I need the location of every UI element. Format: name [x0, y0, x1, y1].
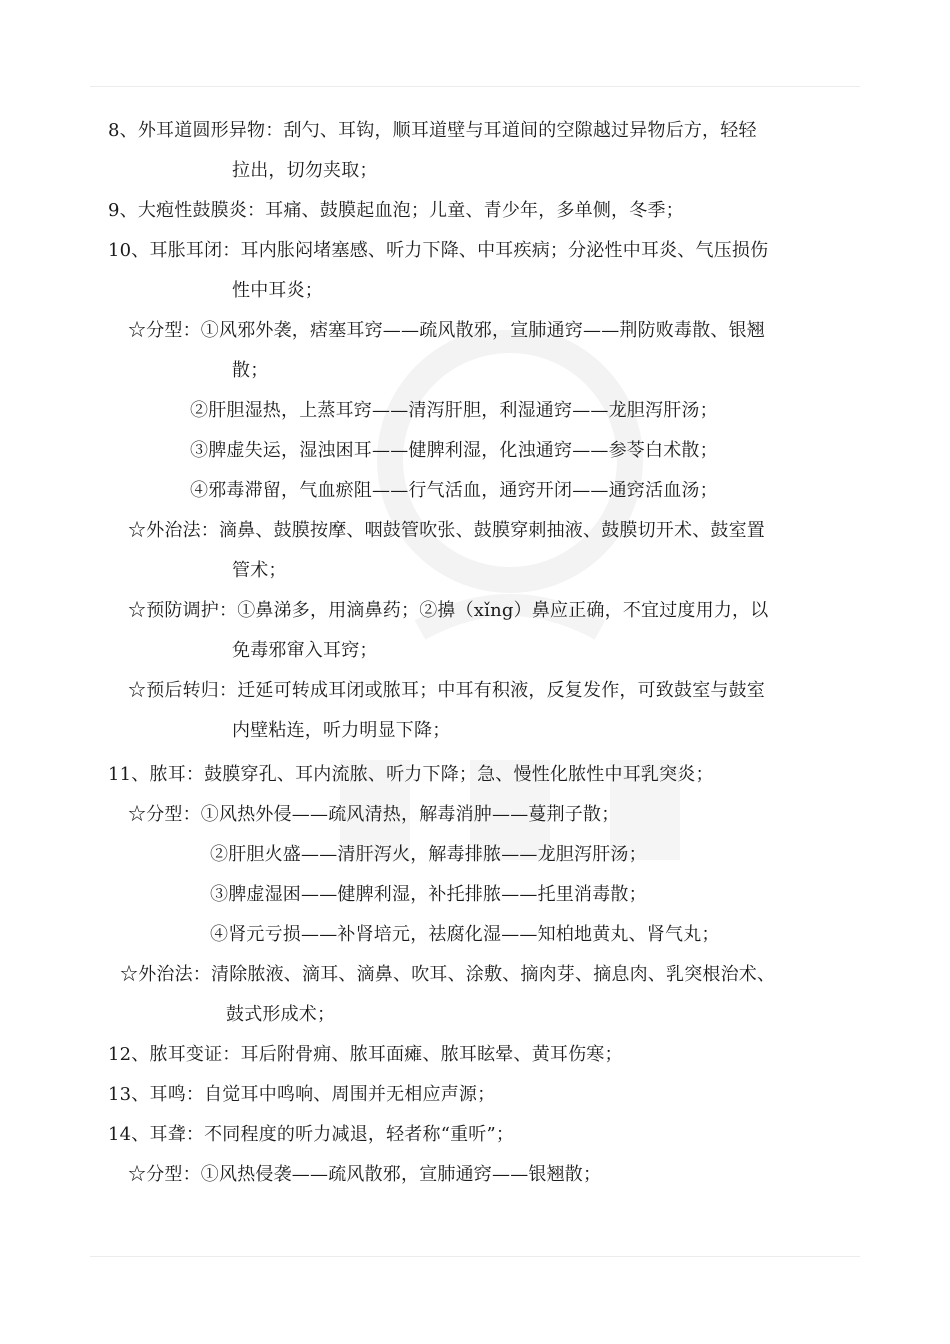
text-line: 管术；	[232, 560, 287, 581]
text-line: 免毒邪窜入耳窍；	[232, 640, 378, 661]
page-top-rule	[90, 86, 860, 87]
text-line: 14、耳聋：不同程度的听力减退，轻者称“重听”；	[108, 1124, 515, 1145]
text-line: 9、大疱性鼓膜炎：耳痛、鼓膜起血泡；儿童、青少年，多单侧，冬季；	[108, 200, 684, 221]
text-line: ③脾虚失运，湿浊困耳——健脾利湿，化浊通窍——参苓白术散；	[190, 440, 718, 461]
text-line: 13、耳鸣：自觉耳中鸣响、周围并无相应声源；	[108, 1084, 496, 1105]
text-line: ④邪毒滞留，气血瘀阻——行气活血，通窍开闭——通窍活血汤；	[190, 480, 718, 501]
text-line: ☆分型：①风热外侵——疏风清热，解毒消肿——蔓荆子散；	[128, 804, 620, 825]
text-line: 内壁粘连，听力明显下降；	[232, 720, 451, 741]
text-line: 8、外耳道圆形异物：刮勺、耳钩，顺耳道壁与耳道间的空隙越过异物后方，轻轻	[108, 120, 757, 141]
text-line: 鼓式形成术；	[226, 1004, 336, 1025]
text-line: ☆外治法：清除脓液、滴耳、滴鼻、吹耳、涂敷、摘肉芽、摘息肉、乳突根治术、	[120, 964, 776, 985]
text-line: ☆外治法：滴鼻、鼓膜按摩、咽鼓管吹张、鼓膜穿刺抽液、鼓膜切开术、鼓室置	[128, 520, 765, 541]
text-line: ☆分型：①风热侵袭——疏风散邪，宣肺通窍——银翘散；	[128, 1164, 602, 1185]
text-line: ☆预后转归：迁延可转成耳闭或脓耳；中耳有积液，反复发作，可致鼓室与鼓室	[128, 680, 765, 701]
text-line: 拉出，切勿夹取；	[232, 160, 378, 181]
text-line: ☆分型：①风邪外袭，痞塞耳窍——疏风散邪，宣肺通窍——荆防败毒散、银翘	[128, 320, 765, 341]
text-line: 10、耳胀耳闭：耳内胀闷堵塞感、听力下降、中耳疾病；分泌性中耳炎、气压损伤	[108, 240, 769, 261]
text-line: 11、脓耳：鼓膜穿孔、耳内流脓、听力下降；急、慢性化脓性中耳乳突炎；	[108, 764, 714, 785]
text-line: ②肝胆湿热，上蒸耳窍——清泻肝胆，利湿通窍——龙胆泻肝汤；	[190, 400, 718, 421]
text-line: ④肾元亏损——补肾培元，祛腐化湿——知柏地黄丸、肾气丸；	[210, 924, 720, 945]
text-line: 散；	[232, 360, 269, 381]
page-bottom-rule	[90, 1256, 860, 1257]
text-line: 性中耳炎；	[232, 280, 323, 301]
text-line: 12、脓耳变证：耳后附骨痈、脓耳面瘫、脓耳眩晕、黄耳伤寒；	[108, 1044, 623, 1065]
text-line: ②肝胆火盛——清肝泻火，解毒排脓——龙胆泻肝汤；	[210, 844, 647, 865]
text-line: ☆预防调护：①鼻涕多，用滴鼻药；②擤（xǐng）鼻应正确，不宜过度用力，以	[128, 600, 769, 621]
text-line: ③脾虚湿困——健脾利湿，补托排脓——托里消毒散；	[210, 884, 647, 905]
